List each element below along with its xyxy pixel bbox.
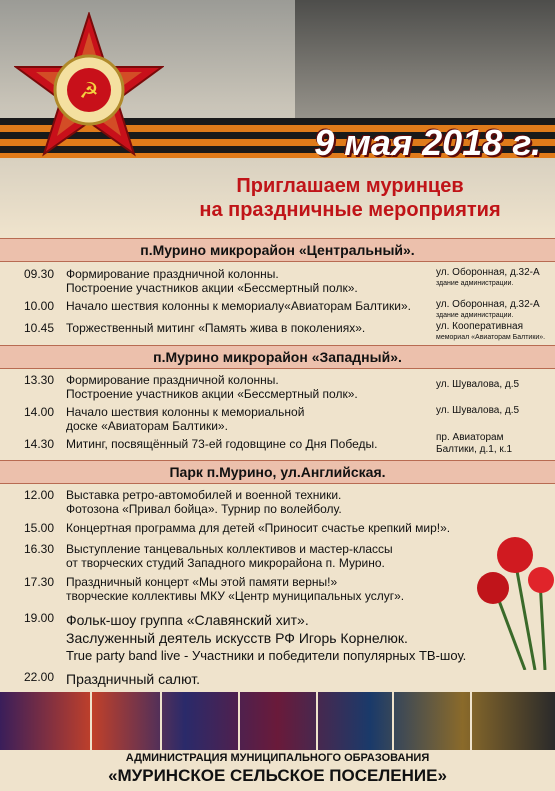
desc-line: Начало шествия колонны к мемориалу«Авиаторам Балтики». bbox=[66, 299, 411, 313]
desc-line: Формирование праздничной колонны. bbox=[66, 373, 279, 387]
row-time: 16.30 bbox=[24, 542, 55, 556]
row-desc bbox=[66, 575, 426, 603]
addr-line: пр. Авиаторам bbox=[436, 432, 504, 443]
desc-line: Праздничный концерт «Мы этой памяти верны!» bbox=[66, 575, 338, 589]
desc-line: Выступление танцевальных коллективов и мастер-классы bbox=[66, 542, 393, 556]
desc-line: Выставка ретро-автомобилей и военной техники. bbox=[66, 488, 342, 502]
event-date: 9 мая 2018 г. bbox=[314, 122, 541, 163]
desc-line: Фольк-шоу группа «Славянский хит». bbox=[66, 612, 309, 628]
desc-line: Торжественный митинг «Память жива в поколениях». bbox=[66, 321, 366, 335]
addr-line: ул. Оборонная, д.32-А bbox=[436, 299, 540, 310]
desc-line: Концертная программа для детей «Приносит счастье крепкий мир!». bbox=[66, 521, 451, 535]
row-time: 15.00 bbox=[24, 521, 55, 535]
photo-divider bbox=[470, 692, 472, 750]
row-time: 10.00 bbox=[24, 299, 55, 313]
desc-line: Фотозона «Привал бойца». Турнир по волейболу. bbox=[66, 502, 342, 516]
photo-divider bbox=[160, 692, 162, 750]
invite-line-2: на праздничные мероприятия bbox=[199, 199, 501, 221]
footer-admin-line: АДМИНИСТРАЦИЯ МУНИЦИПАЛЬНОГО ОБРАЗОВАНИЯ bbox=[125, 752, 430, 764]
desc-line: Заслуженный деятель искусств РФ Игорь Корнелюк. bbox=[66, 630, 408, 646]
victory-photo bbox=[295, 0, 555, 120]
desc-line: True party band live - Участники и победители популярных ТВ-шоу. bbox=[66, 648, 467, 663]
row-desc bbox=[66, 670, 426, 688]
row-time: 09.30 bbox=[24, 267, 55, 281]
row-desc bbox=[66, 299, 426, 313]
row-desc bbox=[66, 267, 426, 295]
addr-line: ул. Шувалова, д.5 bbox=[436, 405, 520, 416]
section-title-western: п.Мурино микрорайон «Западный». bbox=[0, 345, 555, 369]
invite-line-1: Приглашаем муринцев bbox=[236, 175, 464, 197]
row-time: 13.30 bbox=[24, 373, 55, 387]
photo-divider bbox=[392, 692, 394, 750]
row-time: 12.00 bbox=[24, 488, 55, 502]
row-address bbox=[436, 299, 555, 320]
addr-note: здание администрации. bbox=[436, 312, 514, 319]
row-address bbox=[436, 432, 555, 456]
order-star-icon bbox=[14, 12, 164, 162]
desc-line: Митинг, посвящённый 73-ей годовщине со Дня Победы. bbox=[66, 437, 378, 451]
svg-text:☭: ☭ bbox=[79, 79, 99, 104]
addr-line: ул. Кооперативная bbox=[436, 321, 523, 332]
row-desc bbox=[66, 321, 426, 335]
row-time: 19.00 bbox=[24, 611, 55, 625]
row-address bbox=[436, 267, 555, 288]
footer-municipality-name: «МУРИНСКОЕ СЕЛЬСКОЕ ПОСЕЛЕНИЕ» bbox=[108, 766, 447, 785]
row-desc bbox=[66, 521, 486, 535]
photo-divider bbox=[238, 692, 240, 750]
row-time: 14.30 bbox=[24, 437, 55, 451]
row-desc bbox=[66, 542, 426, 570]
row-desc bbox=[66, 405, 426, 433]
row-address bbox=[436, 379, 555, 391]
desc-line: Построение участников акции «Бессмертный полк». bbox=[66, 281, 358, 295]
desc-line: Построение участников акции «Бессмертный полк». bbox=[66, 387, 358, 401]
row-time: 17.30 bbox=[24, 575, 55, 589]
desc-line: творческие коллективы МКУ «Центр муниципальных услуг». bbox=[66, 589, 405, 603]
row-desc bbox=[66, 437, 426, 451]
row-desc bbox=[66, 611, 506, 665]
desc-line: доске «Авиаторам Балтики». bbox=[66, 419, 228, 433]
section-title-central: п.Мурино микрорайон «Центральный». bbox=[0, 238, 555, 262]
photo-divider bbox=[90, 692, 92, 750]
photo-divider bbox=[316, 692, 318, 750]
row-time: 22.00 bbox=[24, 670, 55, 684]
section-title-park: Парк п.Мурино, ул.Английская. bbox=[0, 460, 555, 484]
row-desc bbox=[66, 373, 426, 401]
desc-line: Начало шествия колонны к мемориальной bbox=[66, 405, 305, 419]
row-address bbox=[436, 405, 555, 417]
addr-note: мемориал «Авиаторам Балтики». bbox=[436, 334, 546, 341]
addr-line: Балтики, д.1, к.1 bbox=[436, 444, 513, 455]
addr-line: ул. Шувалова, д.5 bbox=[436, 379, 520, 390]
desc-line: Формирование праздничной колонны. bbox=[66, 267, 279, 281]
addr-line: ул. Оборонная, д.32-А bbox=[436, 267, 540, 278]
row-desc bbox=[66, 488, 426, 516]
addr-note: здание администрации. bbox=[436, 280, 514, 287]
row-time: 14.00 bbox=[24, 405, 55, 419]
row-address bbox=[436, 321, 555, 342]
desc-line: от творческих студий Западного микрорайона п. Мурино. bbox=[66, 556, 385, 570]
desc-line: Праздничный салют. bbox=[66, 671, 201, 687]
row-time: 10.45 bbox=[24, 321, 55, 335]
